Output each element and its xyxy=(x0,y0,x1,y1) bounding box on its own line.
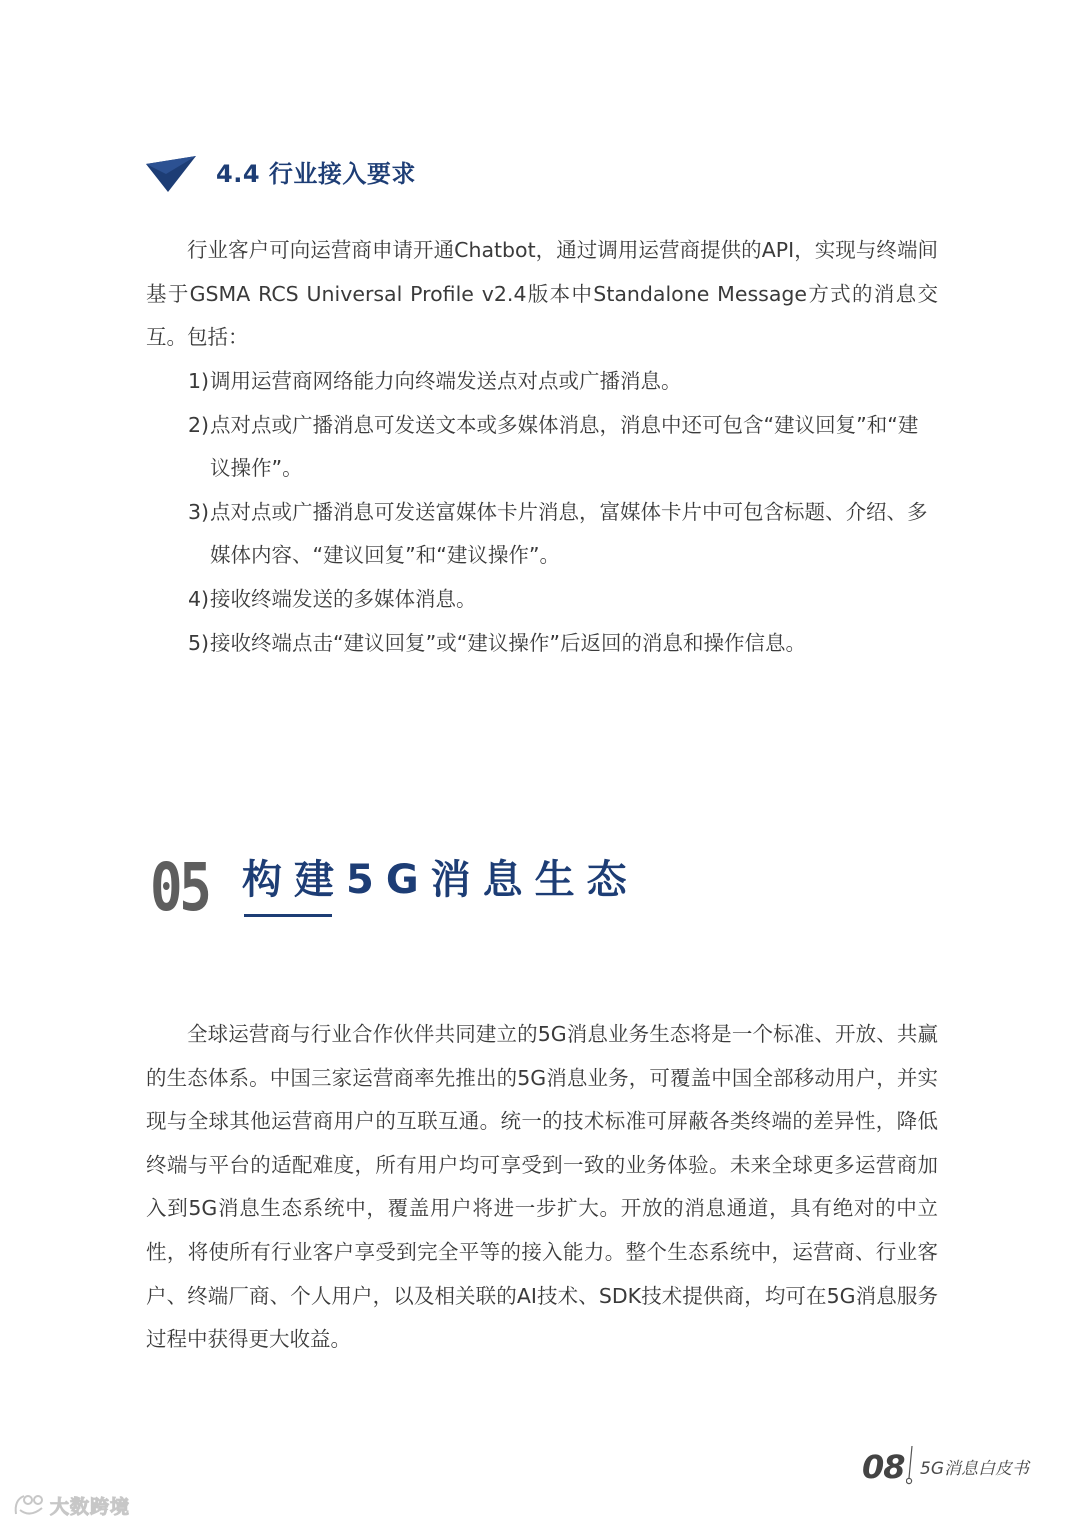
watermark-text: 大数跨境 xyxy=(50,1495,131,1518)
paper-plane-icon xyxy=(146,152,198,192)
chapter-number: 05 xyxy=(150,849,209,926)
document-title: 5G消息白皮书 xyxy=(920,1459,1029,1479)
requirements-list xyxy=(188,360,928,665)
chapter-title-underline xyxy=(244,914,332,917)
list-item xyxy=(188,491,928,578)
list-item-text: 点对点或广播消息可发送富媒体卡片消息，富媒体卡片中可包含标题、介绍、多媒体内容、“建议回复”和“建议操作”。 xyxy=(210,499,928,568)
list-item xyxy=(188,404,928,491)
page-number: 08 xyxy=(862,1448,905,1486)
list-item-text: 点对点或广播消息可发送文本或多媒体消息，消息中还可包含“建议回复”和“建议操作”。 xyxy=(210,412,919,481)
list-item-text: 接收终端点击“建议回复”或“建议操作”后返回的消息和操作信息。 xyxy=(210,630,806,655)
list-item-number: 4) xyxy=(188,586,210,611)
section-heading xyxy=(146,150,416,194)
list-item-number: 5) xyxy=(188,630,210,655)
watermark-logo-icon xyxy=(12,1490,46,1520)
section-intro-paragraph: 行业客户可向运营商申请开通Chatbot，通过调用运营商提供的API，实现与终端间基于GSMA RCS Universal Profile v2.4版本中Standalone Message方式的消息交互。包括： xyxy=(146,238,938,350)
footer-separator-icon xyxy=(906,1446,916,1486)
list-item-number: 3) xyxy=(188,499,210,524)
list-item-number: 1) xyxy=(188,369,210,393)
list-item xyxy=(188,360,928,404)
list-item-text: 调用运营商网络能力向终端发送点对点或广播消息。 xyxy=(210,369,682,393)
watermark xyxy=(12,1490,130,1520)
list-item-text: 接收终端发送的多媒体消息。 xyxy=(210,586,477,611)
chapter-body-paragraph: 全球运营商与行业合作伙伴共同建立的5G消息业务生态将是一个标准、开放、共赢的生态体系。中国三家运营商率先推出的5G消息业务，可覆盖中国全部移动用户，并实现与全球其他运营商用户的互联互通。统一的技术标准可屏蔽各类终端的差异性，降低终端与平台的适配难度，所有用户均可享受到一致的业务体验。未来全球更多运营商加入到5G消息生态系统中，覆盖用户将进一步扩大。开放的消息通道，具有绝对的中立性，将使所有行业客户享受到完全平等的接入能力。整个生态系统中，运营商、行业客户、终端厂商、个人用户，以及相关联的AI技术、SDK技术提供商，均可在5G消息服务过程中获得更大收益。 xyxy=(146,1022,938,1352)
chapter-title: 构建5G消息生态 xyxy=(242,857,639,903)
list-item xyxy=(188,578,928,622)
list-item xyxy=(188,622,928,666)
list-item-number: 2) xyxy=(188,412,210,437)
section-title: 4.4 行业接入要求 xyxy=(216,160,416,188)
